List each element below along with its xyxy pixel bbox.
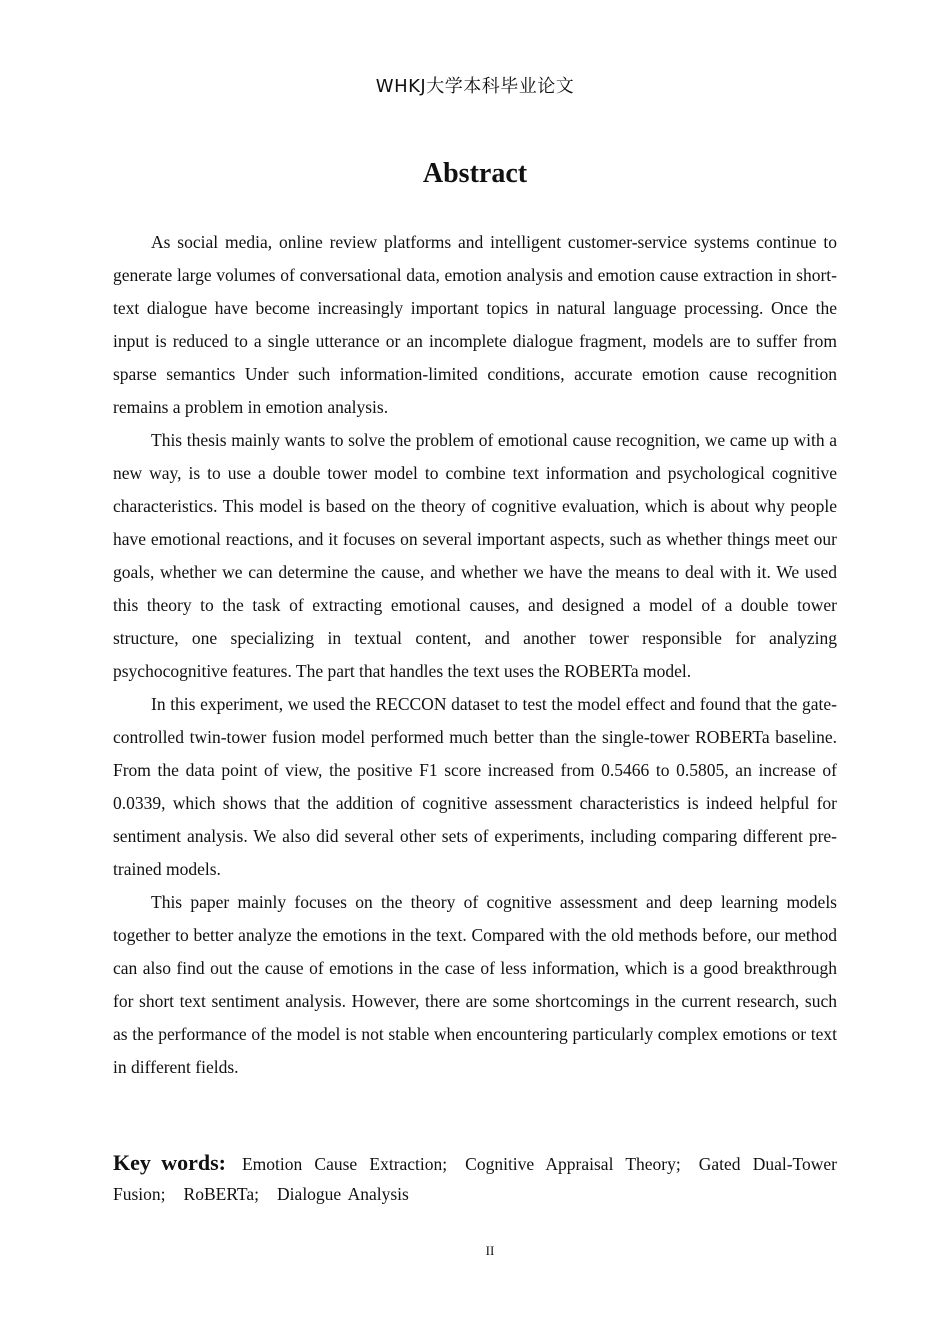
abstract-title: Abstract [422, 158, 528, 189]
keywords-section [113, 1148, 837, 1209]
page-number: II [485, 1243, 495, 1258]
keyword-item: RoBERTa; [183, 1184, 260, 1204]
keyword-item: Cognitive Appraisal Theory; [465, 1154, 681, 1174]
abstract-paragraph: As social media, online review platforms and intelligent customer-service systems continue to generate large volumes of conversational data, emotion analysis and emotion cause extraction in short-text dialogue have become increasingly important topics in natural language processing. Once the input is reduced to a single utterance or an incomplete dialogue fragment, models are to suffer from sparse semantics Under such information-limited conditions, accurate emotion cause recognition remains a problem in emotion analysis. [113, 232, 837, 417]
abstract-paragraph: This thesis mainly wants to solve the problem of emotional cause recognition, we came up with a new way, is to use a double tower model to combine text information and psychological cognitive characteristics. This model is based on the theory of cognitive evaluation, which is about why people have emotional reactions, and it focuses on several important aspects, such as whether things meet our goals, whether we can determine the cause, and whether we have the means to deal with it. We used this theory to the task of extracting emotional causes, and designed a model of a double tower structure, one specializing in textual content, and another tower responsible for analyzing psychocognitive features. The part that handles the text uses the ROBERTa model. [113, 430, 837, 681]
keyword-item: Emotion Cause Extraction; [241, 1154, 448, 1174]
running-header: WHKJ大学本科毕业论文 [375, 76, 575, 97]
keywords-label: Key words: [113, 1150, 226, 1175]
keyword-item: Dialogue Analysis [277, 1184, 409, 1204]
abstract-body [113, 226, 837, 1084]
keyword-item: Gated Dual-Tower Fusion; [113, 1154, 837, 1204]
abstract-paragraph: In this experiment, we used the RECCON dataset to test the model effect and found that the gate-controlled twin-tower fusion model performed much better than the single-tower ROBERTa baseline. From the data point of view, the positive F1 score increased from 0.5466 to 0.5805, an increase of 0.0339, which shows that the addition of cognitive assessment characteristics is indeed helpful for sentiment analysis. We also did several other sets of experiments, including comparing different pre-trained models. [113, 694, 837, 879]
abstract-paragraph: This paper mainly focuses on the theory of cognitive assessment and deep learning models together to better analyze the emotions in the text. Compared with the old methods before, our method can also find out the cause of emotions in the case of less information, which is a good breakthrough for short text sentiment analysis. However, there are some shortcomings in the current research, such as the performance of the model is not stable when encountering particularly complex emotions or text in different fields. [113, 892, 837, 1077]
